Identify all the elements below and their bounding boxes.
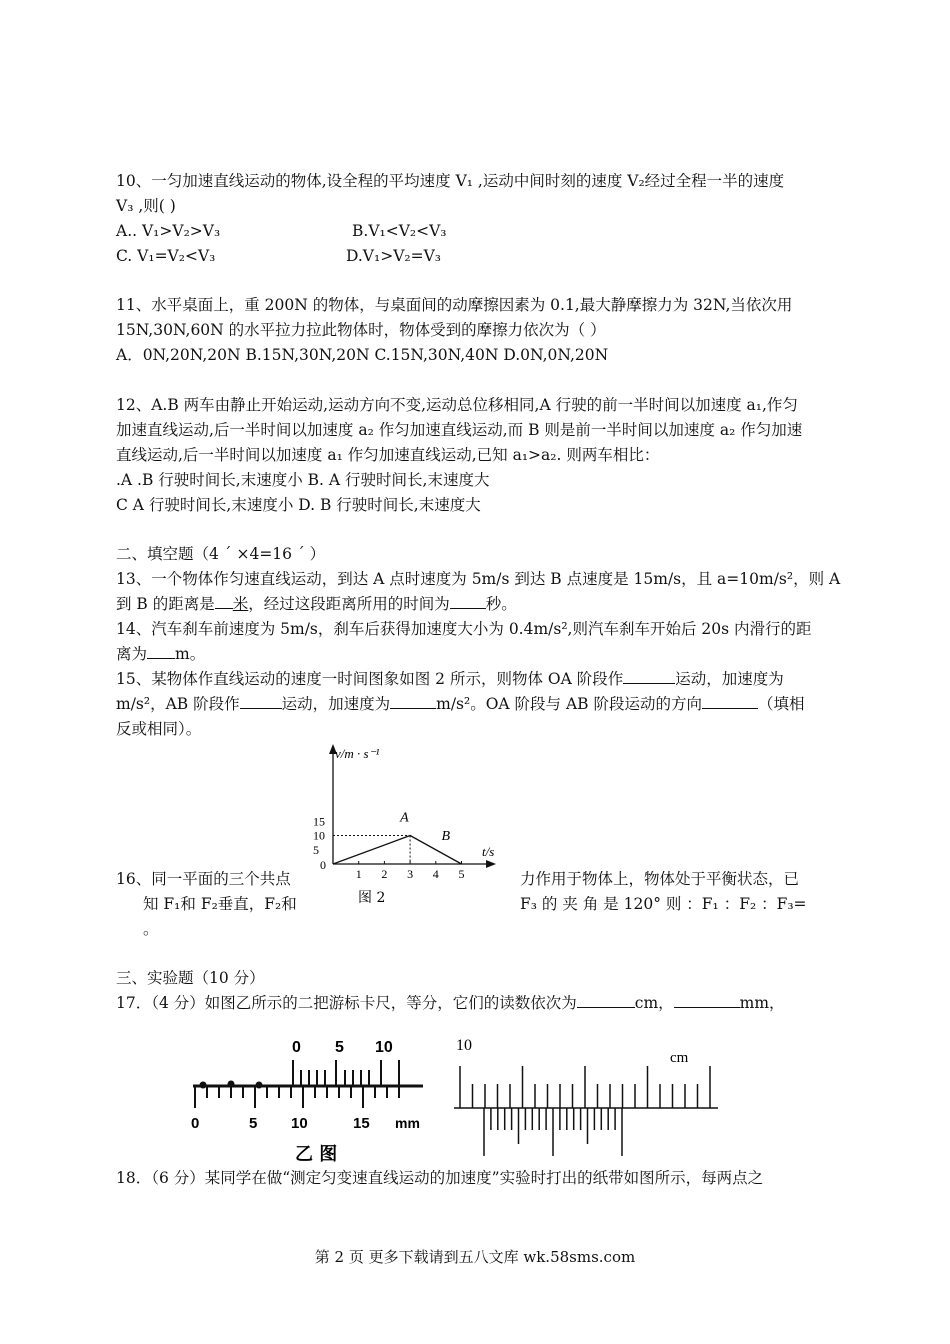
- q12-options-ab: .A .B 行驶时间长,末速度小 B. A 行驶时间长,末速度大: [116, 471, 490, 489]
- x-axis-arrow: [486, 860, 496, 868]
- q13-blank-1[interactable]: [215, 594, 233, 609]
- q17-text-b: cm，: [634, 994, 674, 1012]
- vernier-label-0: 0: [292, 1039, 301, 1056]
- q13-text-c: ，经过这段距离所用的时间为: [248, 595, 450, 613]
- q10-option-d: D.V₁>V₂=V₃: [346, 247, 441, 265]
- x-tick-label-1: 1: [355, 867, 362, 881]
- section-3-heading: 三、实验题（10 分）: [116, 969, 265, 987]
- main-label-5: 5: [249, 1115, 258, 1132]
- q15-text-d: 运动，加速度为: [281, 695, 391, 713]
- q15-text-e: m/s²。OA 阶段与 AB 阶段运动的方向: [436, 695, 702, 713]
- q15-line1: [116, 668, 838, 690]
- q17-text-a: 17．（4 分）如图乙所示的二把游标卡尺，等分，它们的读数依次为: [116, 994, 577, 1012]
- q15-blank-4[interactable]: [702, 694, 758, 709]
- section-2-heading: 二、填空题（4 ˊ ×4=16 ˊ ）: [116, 545, 326, 563]
- y-tick-label-5: 5: [313, 842, 319, 857]
- q15-line2: [116, 693, 838, 715]
- q15-blank-1[interactable]: [623, 669, 675, 684]
- q16-line3: 。: [143, 920, 159, 938]
- origin-label: 0: [320, 858, 326, 872]
- q15-blank-2[interactable]: [240, 694, 282, 709]
- x-tick-label-5: 5: [458, 867, 465, 881]
- q12-line3: 直线运动,后一半时间以加速度 a₁ 作匀加速直线运动,已知 a₁>a₂. 则两车相比：: [116, 446, 660, 464]
- q15-text-a: 15、某物体作直线运动的速度一时间图象如图 2 所示，则物体 OA 阶段作: [116, 670, 624, 688]
- q15-blank-3[interactable]: [390, 694, 436, 709]
- q13-line1: 13、一个物体作匀速直线运动，到达 A 点时速度为 5m/s 到达 B 点速度是 15m/s，且 a=10m/s²，则 A: [116, 570, 841, 588]
- y-tick-label-10: 10: [313, 828, 325, 843]
- q13-blank-2[interactable]: [450, 594, 486, 609]
- q14-blank[interactable]: [147, 644, 175, 659]
- main-label-0: 0: [191, 1115, 200, 1132]
- main-unit-mm: mm: [395, 1115, 420, 1131]
- q10-option-c: C. V₁=V₂<V₃: [116, 247, 216, 265]
- q16-line2-left: 知 F₁和 F₂垂直，F₂和: [143, 895, 297, 913]
- q10-line2: V₃ ,则( ): [116, 197, 176, 215]
- q13-line2: [116, 593, 838, 615]
- caliper-figure-2: [448, 1032, 728, 1162]
- point-b-label: B: [441, 829, 451, 844]
- caliper2-unit-cm: cm: [670, 1050, 689, 1066]
- q12-options-cd: C A 行驶时间长,末速度小 D. B 行驶时间长,末速度大: [116, 496, 481, 514]
- q15-line3: 反或相同）。: [116, 720, 202, 738]
- q14-line2: [116, 643, 838, 665]
- q17-line1: [116, 992, 838, 1014]
- q10-option-a: A.. V₁>V₂>V₃: [116, 222, 221, 240]
- q12-line1: 12、A.B 两车由静止开始运动,运动方向不变,运动总位移相同,A 行驶的前一半时间以加速度 a₁,作匀: [116, 396, 798, 414]
- main-label-15: 15: [353, 1115, 370, 1132]
- caliper2-label-10: 10: [456, 1037, 472, 1054]
- caliper-caption: 乙 图: [295, 1144, 338, 1165]
- q13-text-b: 米: [232, 595, 249, 613]
- point-a-label: A: [400, 810, 409, 826]
- q17-blank-1[interactable]: [577, 993, 635, 1008]
- x-tick-label-4: 4: [432, 867, 439, 881]
- q14-text-b: m。: [175, 645, 206, 663]
- q14-line1: 14、汽车刹车前速度为 5m/s，刹车后获得加速度大小为 0.4m/s²,则汽车刹车开始后 20s 内滑行的距: [116, 620, 812, 638]
- q11-options: A．0N,20N,20N B.15N,30N,20N C.15N,30N,40N D.0N,0N,20N: [116, 346, 609, 364]
- q16-line1-left: 16、同一平面的三个共点: [116, 870, 291, 888]
- q17-blank-2[interactable]: [674, 993, 740, 1008]
- q16-line2-right: F₃ 的 夹 角 是 120° 则 ：F₁ ：F₂ ：F₃=: [520, 895, 807, 913]
- q17-text-c: mm，: [739, 994, 785, 1012]
- q15-text-f: （填相: [757, 695, 805, 713]
- q11-line1: 11、水平桌面上，重 200N 的物体，与桌面间的动摩擦因素为 0.1,最大静摩擦力为 32N,当依次用: [116, 296, 793, 314]
- figure-2-vt-graph: [300, 740, 520, 910]
- caliper-figure-yi: [185, 1030, 435, 1170]
- q13-text-d: 秒。: [485, 595, 517, 613]
- q11-line2: 15N,30N,60N 的水平拉力拉此物体时，物体受到的摩擦力依次为（ ）: [116, 321, 606, 339]
- q13-text-a: 到 B 的距离是: [116, 595, 215, 613]
- q12-line2: 加速直线运动,后一半时间以加速度 a₂ 作匀加速直线运动,而 B 则是前一半时间以加速度 a₂ 作匀加速: [116, 421, 803, 439]
- vernier-label-5: 5: [335, 1039, 344, 1056]
- figure-2-caption: 图 2: [358, 890, 386, 906]
- q15-text-b: 运动，加速度为: [675, 670, 784, 688]
- q10-option-b: B.V₁<V₂<V₃: [352, 222, 447, 240]
- x-tick-label-3: 3: [407, 867, 414, 881]
- x-tick-label-2: 2: [381, 867, 388, 881]
- q10-line1: 10、一匀加速直线运动的物体,设全程的平均速度 V₁ ,运动中间时刻的速度 V₂经过全程一半的速度: [116, 172, 785, 190]
- q18-line1: 18．（6 分）某同学在做“测定匀变速直线运动的加速度”实验时打出的纸带如图所示，每两点之: [116, 1169, 764, 1187]
- y-axis-label: v/m · s⁻¹: [335, 746, 380, 761]
- main-label-10: 10: [291, 1115, 308, 1132]
- vernier-label-10: 10: [375, 1039, 393, 1056]
- q15-text-c: m/s²，AB 阶段作: [116, 695, 240, 713]
- y-tick-label-15: 15: [313, 814, 325, 829]
- q10-options-row1: [116, 220, 838, 242]
- page-footer: 第 2 页 更多下载请到五八文库 wk.58sms.com: [314, 1248, 636, 1266]
- q16-line1-right: 力作用于物体上，物体处于平衡状态，已: [520, 870, 800, 888]
- q14-text-a: 离为: [116, 645, 148, 663]
- q10-options-row2: [116, 245, 838, 267]
- x-axis-label: t/s: [482, 844, 495, 859]
